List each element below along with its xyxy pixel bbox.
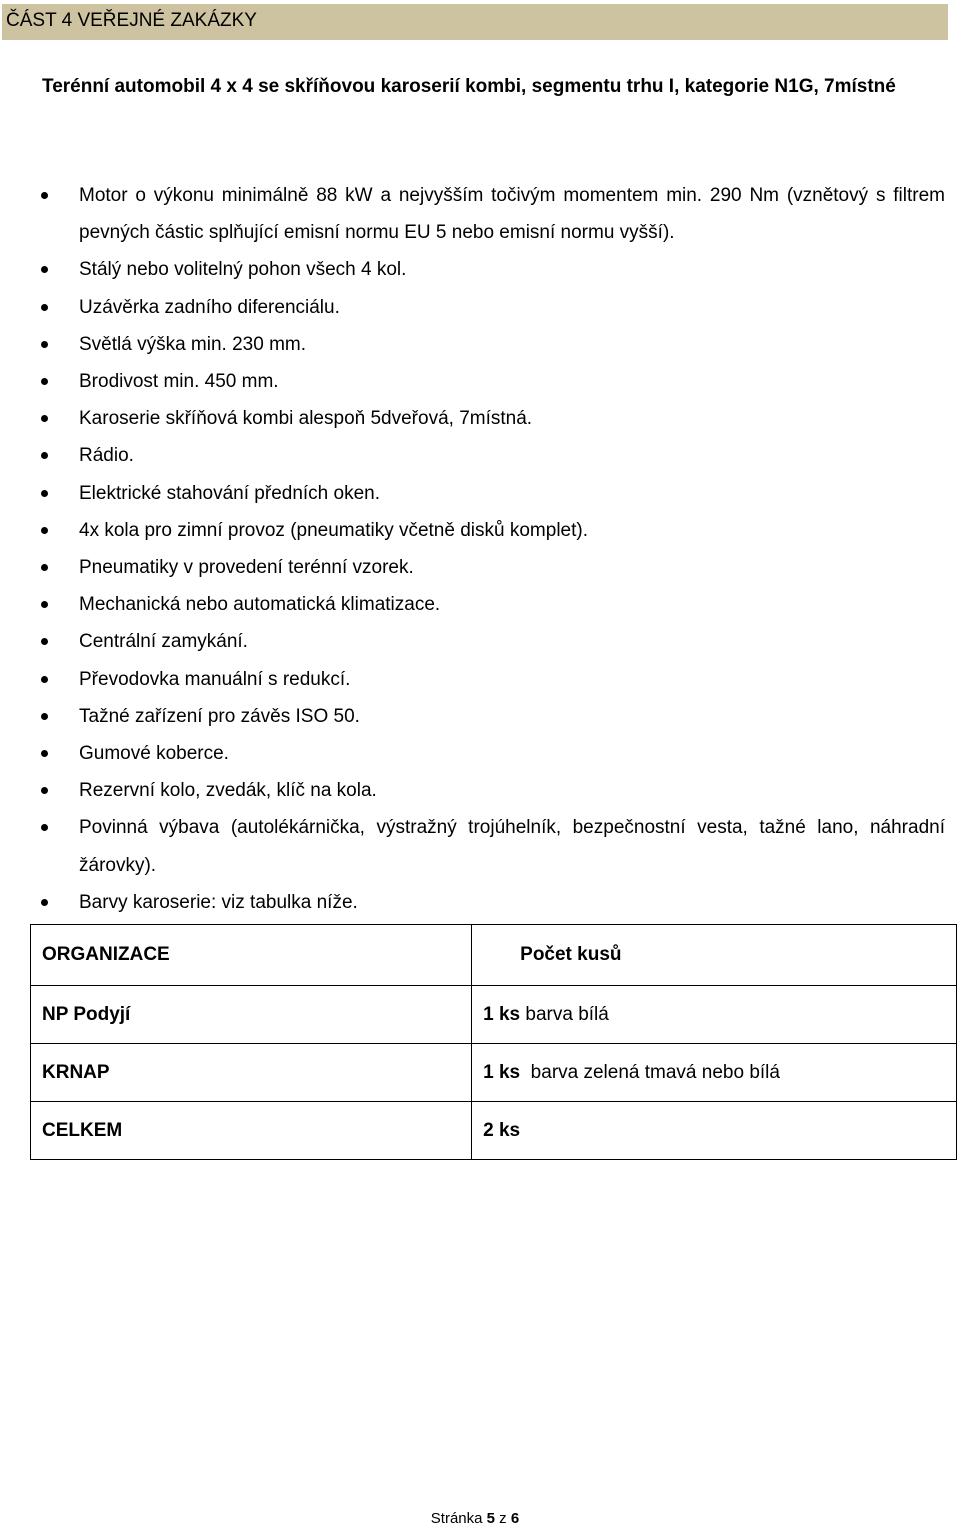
spec-item xyxy=(0,661,945,698)
spec-text: 4x kola pro zimní provoz (pneumatiky včetně disků komplet). xyxy=(79,519,588,541)
spec-text: Rezervní kolo, zvedák, klíč na kola. xyxy=(79,780,377,802)
bullet-icon xyxy=(41,192,48,199)
quantity: 2 ks xyxy=(483,1119,521,1141)
organization-cell: KRNAP xyxy=(31,1044,472,1102)
spec-item xyxy=(0,177,945,251)
footer-separator: z xyxy=(495,1510,511,1527)
spec-text: Motor o výkonu minimálně 88 kW a nejvyšším točivým momentem min. 290 Nm (vznětový s filtrem pevných částic splňující emisní normu EU 5 nebo emisní normu vyšší). xyxy=(79,185,945,244)
bullet-icon xyxy=(41,787,48,794)
spec-text: Brodivost min. 450 mm. xyxy=(79,371,279,393)
spec-item xyxy=(0,623,945,660)
spec-item xyxy=(0,735,945,772)
footer-prefix: Stránka xyxy=(430,1510,487,1527)
spec-text: Mechanická nebo automatická klimatizace. xyxy=(79,594,441,616)
spec-text: Karoserie skříňová kombi alespoň 5dveřová, 7místná. xyxy=(79,408,533,430)
bullet-icon xyxy=(41,452,48,459)
specification-list xyxy=(0,177,960,921)
count-cell xyxy=(472,1102,957,1160)
bullet-icon xyxy=(41,899,48,906)
spec-text: Pneumatiky v provedení terénní vzorek. xyxy=(79,557,414,579)
spec-text: Centrální zamykání. xyxy=(79,631,248,653)
header-organization: ORGANIZACE xyxy=(31,925,472,986)
vehicle-title: Terénní automobil 4 x 4 se skříňovou karoserií kombi, segmentu trhu I, kategorie N1G, 7místné xyxy=(42,76,896,97)
organization-cell: CELKEM xyxy=(31,1102,472,1160)
spec-item xyxy=(0,884,945,921)
color-note: barva bílá xyxy=(520,1003,609,1025)
bullet-icon xyxy=(41,527,48,534)
spec-text: Barvy karoserie: viz tabulka níže. xyxy=(79,891,358,913)
quantity: 1 ks xyxy=(483,1003,521,1025)
bullet-icon xyxy=(41,676,48,683)
spec-item xyxy=(0,289,945,326)
bullet-icon xyxy=(41,378,48,385)
organization-cell: NP Podyjí xyxy=(31,986,472,1044)
bullet-icon xyxy=(41,266,48,273)
spec-item xyxy=(0,698,945,735)
spec-item xyxy=(0,251,945,288)
spec-item xyxy=(0,512,945,549)
bullet-icon xyxy=(41,601,48,608)
table-row xyxy=(31,986,957,1044)
count-cell xyxy=(472,1044,957,1102)
bullet-icon xyxy=(41,638,48,645)
spec-text: Stálý nebo volitelný pohon všech 4 kol. xyxy=(79,259,407,281)
spec-text: Elektrické stahování předních oken. xyxy=(79,482,381,504)
table-header-row xyxy=(31,925,957,986)
quantity: 1 ks xyxy=(483,1061,521,1083)
spec-item xyxy=(0,772,945,809)
footer-total-pages: 6 xyxy=(510,1510,520,1527)
bullet-icon xyxy=(41,304,48,311)
bullet-icon xyxy=(41,490,48,497)
bullet-icon xyxy=(41,750,48,757)
bullet-icon xyxy=(41,415,48,422)
spec-text: Povinná výbava (autolékárnička, výstražný trojúhelník, bezpečnostní vesta, tažné lano, náhradní žárovky). xyxy=(79,817,945,876)
spec-item xyxy=(0,400,945,437)
spec-text: Převodovka manuální s redukcí. xyxy=(79,668,351,690)
section-header xyxy=(2,4,948,40)
bullet-icon xyxy=(41,824,48,831)
count-cell xyxy=(472,986,957,1044)
table-row xyxy=(31,1044,957,1102)
color-note: barva zelená tmavá nebo bílá xyxy=(520,1061,780,1083)
bullet-icon xyxy=(41,713,48,720)
spec-item xyxy=(0,475,945,512)
spec-text: Rádio. xyxy=(79,445,134,467)
spec-item xyxy=(0,437,945,474)
header-count: Počet kusů xyxy=(472,925,957,986)
spec-item xyxy=(0,586,945,623)
page-footer xyxy=(0,1509,950,1529)
bullet-icon xyxy=(41,341,48,348)
organization-table xyxy=(30,924,957,1160)
spec-text: Gumové koberce. xyxy=(79,743,229,765)
spec-item xyxy=(0,326,945,363)
table-row xyxy=(31,1102,957,1160)
spec-text: Uzávěrka zadního diferenciálu. xyxy=(79,296,340,318)
spec-item xyxy=(0,549,945,586)
footer-current-page: 5 xyxy=(486,1510,496,1527)
spec-item xyxy=(0,363,945,400)
section-title: ČÁST 4 VEŘEJNÉ ZAKÁZKY xyxy=(6,10,257,31)
spec-text: Tažné zařízení pro závěs ISO 50. xyxy=(79,705,360,727)
spec-item xyxy=(0,809,945,883)
spec-text: Světlá výška min. 230 mm. xyxy=(79,333,307,355)
bullet-icon xyxy=(41,564,48,571)
